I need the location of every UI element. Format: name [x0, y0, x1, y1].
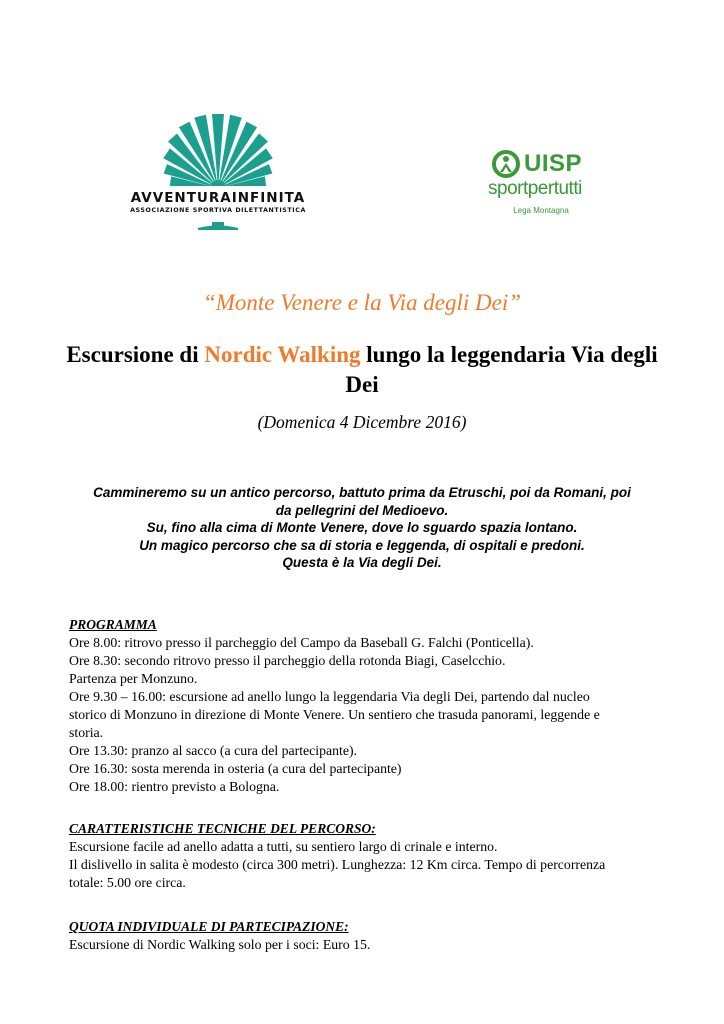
intro-line: Su, fino alla cima di Monte Venere, dove lo sguardo spazia lontano. — [146, 520, 578, 535]
programma-line: Ore 18.00: rientro previsto a Bologna. — [69, 779, 280, 794]
programma-line: Partenza per Monzuno. — [69, 671, 198, 686]
subtitle-after: lungo la leggendaria Via degli Dei — [345, 342, 658, 397]
uisp-brand-text: UISP — [524, 150, 583, 177]
programma-line: Ore 13.30: pranzo al sacco (a cura del partecipante). — [69, 743, 358, 758]
section-heading: QUOTA INDIVIDUALE DI PARTECIPAZIONE: — [69, 919, 349, 934]
caratteristiche-line: Escursione facile ad anello adatta a tutti, su sentiero largo di crinale e interno. — [69, 839, 498, 854]
logo-brand-text: AVVENTURAINFINITA — [130, 190, 306, 206]
event-date: (Domenica 4 Dicembre 2016) — [257, 412, 467, 432]
caratteristiche-line: totale: 5.00 ore circa. — [69, 875, 186, 890]
page-title: “Monte Venere e la Via degli Dei” — [202, 290, 522, 315]
subtitle-before: Escursione di — [66, 342, 205, 367]
avventurainfinita-logo — [128, 104, 308, 234]
intro-line: da pellegrini del Medioevo. — [275, 502, 449, 518]
intro-line: Questa è la Via degli Dei. — [282, 555, 442, 570]
quota-section — [69, 918, 669, 954]
uisp-tagline-text: sportpertutti — [488, 178, 582, 199]
caratteristiche-line: Il dislivello in salita è modesto (circa 300 metri). Lunghezza: 12 Km circa. Tempo di percorrenza — [69, 857, 606, 872]
programma-line: Ore 8.00: ritrovo presso il parcheggio del Campo da Baseball G. Falchi (Ponticella). — [69, 635, 534, 650]
programma-line: storia. — [69, 725, 104, 740]
quota-line: Escursione di Nordic Walking solo per i soci: Euro 15. — [69, 937, 371, 952]
programma-line: Ore 8.30: secondo ritrovo presso il parcheggio della rotonda Biagi, Caselcchio. — [69, 653, 506, 668]
logo-subtitle-text: ASSOCIAZIONE SPORTIVA DILETTANTISTICA — [130, 207, 306, 214]
event-subtitle — [62, 340, 662, 400]
subtitle-highlight: Nordic Walking — [204, 342, 361, 367]
uisp-runner-icon — [486, 150, 526, 180]
programma-line: Ore 16.30: sosta merenda in osteria (a cura del partecipante) — [69, 761, 402, 776]
section-heading: PROGRAMMA — [69, 617, 157, 632]
intro-line: Cammineremo su un antico percorso, battuto prima da Etruschi, poi da Romani, poi — [93, 485, 631, 500]
intro-paragraph — [60, 484, 664, 572]
intro-line: Un magico percorso che sa di storia e leggenda, di ospitali e predoni. — [139, 537, 585, 553]
section-heading: CARATTERISTICHE TECNICHE DEL PERCORSO: — [69, 821, 376, 836]
programma-line: Ore 9.30 – 16.00: escursione ad anello lungo la leggendaria Via degli Dei, partendo dal nucleo — [69, 689, 590, 704]
uisp-sub-text: Lega Montagna — [513, 206, 569, 215]
programma-section — [69, 616, 669, 796]
fan-palm-icon — [128, 104, 308, 234]
caratteristiche-section — [69, 820, 669, 892]
uisp-logo — [486, 150, 610, 230]
programma-line: storico di Monzuno in direzione di Monte Venere. Un sentiero che trasuda panorami, leggende e — [69, 707, 600, 722]
